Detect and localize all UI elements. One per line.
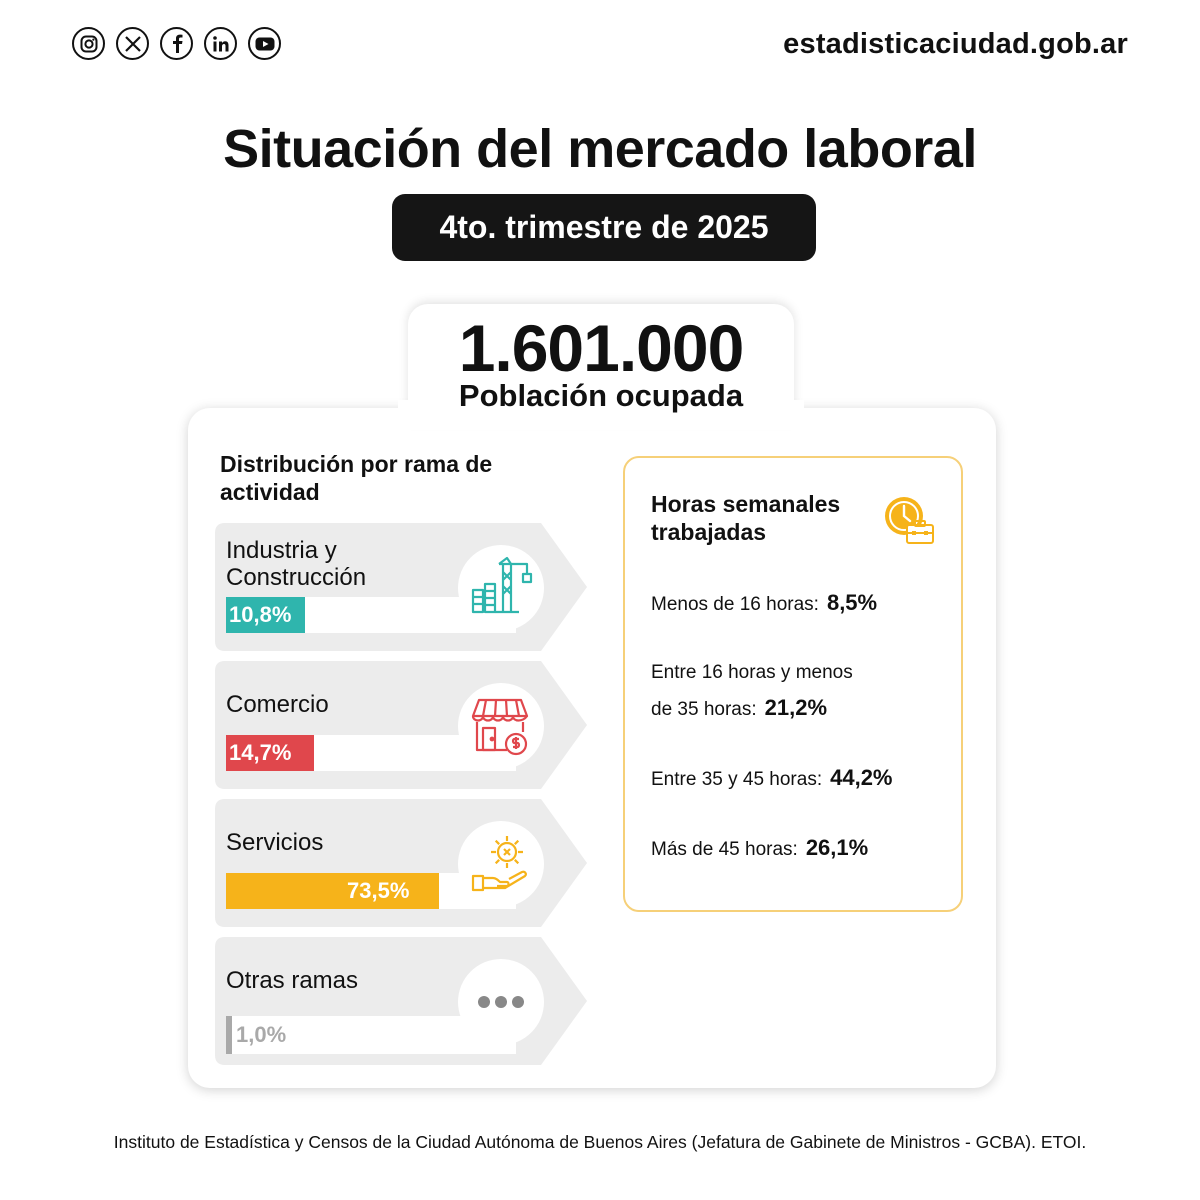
branch-value-label: 1,0%: [236, 1022, 287, 1047]
hours-row-label: de 35 horas:: [651, 699, 757, 720]
facebook-icon[interactable]: [160, 27, 193, 60]
storefront-money-icon: [458, 683, 544, 769]
hours-row-value: 21,2%: [764, 695, 828, 720]
branch-value-label: 10,8%: [229, 602, 292, 627]
instagram-icon[interactable]: [72, 27, 105, 60]
period-badge: 4to. trimestre de 2025: [392, 194, 816, 261]
social-links: [72, 27, 281, 60]
site-url[interactable]: estadisticaciudad.gob.ar: [783, 28, 1128, 60]
hours-row-label: Menos de 16 horas:: [651, 594, 819, 615]
youtube-icon[interactable]: [248, 27, 281, 60]
more-dots-icon: [458, 959, 544, 1045]
hours-row: [651, 830, 868, 867]
branch-label: Comercio: [226, 691, 329, 718]
branch-label: Industria y Construcción: [226, 537, 367, 591]
employed-population-value: 1.601.000: [458, 311, 744, 385]
hours-row: [651, 760, 893, 797]
x-icon[interactable]: [116, 27, 149, 60]
hours-row: [651, 655, 853, 727]
hours-row-value: 44,2%: [830, 765, 893, 790]
branch-row: [215, 799, 589, 927]
page-title: Situación del mercado laboral: [223, 119, 977, 179]
branch-row: [215, 937, 589, 1065]
employed-population-label: Población ocupada: [458, 378, 744, 413]
branch-distribution-title: Distribución por rama de actividad: [220, 451, 493, 505]
branch-label: Servicios: [226, 829, 324, 856]
source-footer: Instituto de Estadística y Censos de la Ciudad Autónoma de Buenos Aires (Jefatura de Gabinete de Ministros - GCBA). ETOI.: [113, 1132, 1087, 1152]
branch-label: Otras ramas: [226, 967, 359, 994]
hours-row-value: 26,1%: [805, 835, 869, 860]
hours-row-value: 8,5%: [826, 590, 878, 615]
branch-value-label: 73,5%: [347, 878, 410, 903]
clock-briefcase-icon: [882, 494, 936, 553]
hours-row-label: Entre 35 y 45 horas:: [651, 769, 823, 790]
hand-gear-services-icon: [458, 821, 544, 907]
hours-row-label: Más de 45 horas:: [651, 839, 798, 860]
branch-value-label: 14,7%: [229, 740, 292, 765]
branch-row: [215, 523, 589, 651]
hours-row: [651, 585, 877, 622]
crane-construction-icon: [458, 545, 544, 631]
branch-row: [215, 661, 589, 789]
branch-bar-fill: [226, 1016, 232, 1054]
hours-row-label: Entre 16 horas y menos: [651, 662, 853, 683]
linkedin-icon[interactable]: [204, 27, 237, 60]
hours-title: Horas semanales trabajadas: [651, 491, 841, 545]
